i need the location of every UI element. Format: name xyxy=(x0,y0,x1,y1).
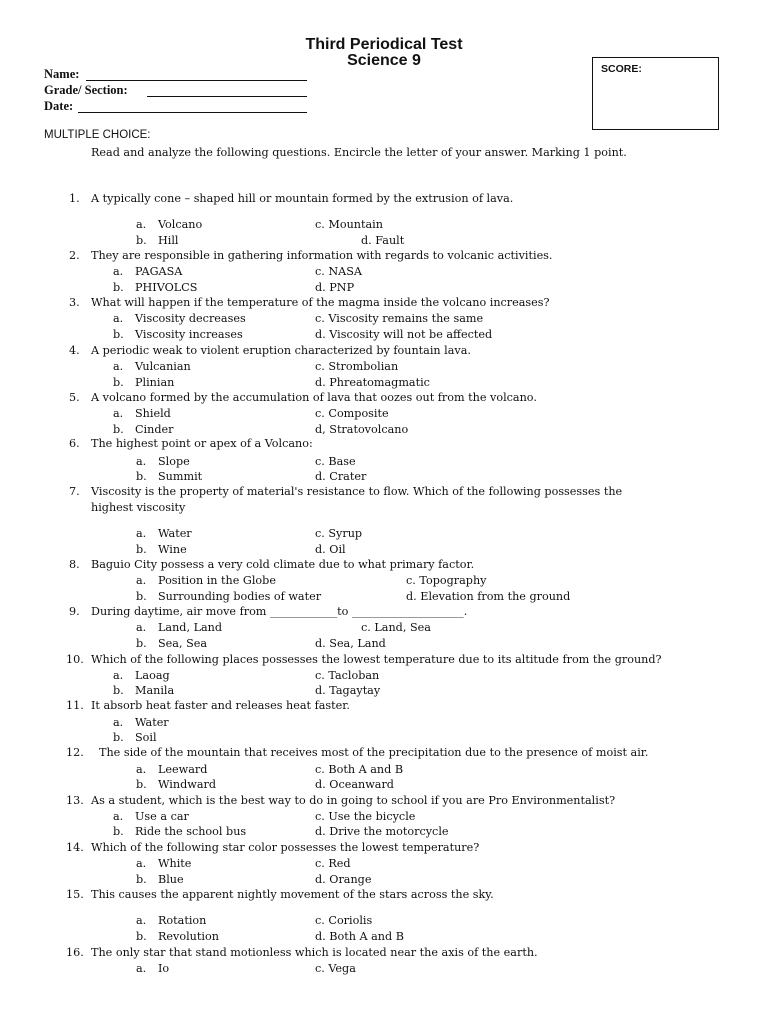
choice-d[interactable]: d. Oil xyxy=(315,543,346,556)
choice-a-letter[interactable]: a. xyxy=(113,265,124,278)
choice-d[interactable]: d. Elevation from the ground xyxy=(406,590,571,603)
choice-a-letter[interactable]: a. xyxy=(113,669,124,682)
choice-b[interactable]: Blue xyxy=(158,873,184,886)
choice-b-letter[interactable]: b. xyxy=(113,684,124,697)
question-text: They are responsible in gathering information with regards to volcanic activities. xyxy=(91,249,553,262)
choice-a-letter[interactable]: a. xyxy=(136,763,147,776)
section-heading: MULTIPLE CHOICE: xyxy=(44,129,151,141)
question-text: Viscosity is the property of material's resistance to flow. Which of the following possesses the xyxy=(91,485,623,498)
choice-a[interactable]: Rotation xyxy=(158,914,207,927)
question-text: A periodic weak to violent eruption characterized by fountain lava. xyxy=(91,344,471,357)
choice-c[interactable]: c. Coriolis xyxy=(315,914,373,927)
choice-a[interactable]: Io xyxy=(158,962,170,975)
choice-b[interactable]: Plinian xyxy=(135,376,175,389)
choice-d[interactable]: d. Tagaytay xyxy=(315,684,381,697)
question-text: Baguio City possess a very cold climate due to what primary factor. xyxy=(91,558,475,571)
choice-a[interactable]: Water xyxy=(158,527,192,540)
choice-b[interactable]: Surrounding bodies of water xyxy=(158,590,322,603)
grade-blank-line[interactable] xyxy=(147,96,307,97)
date-blank-line[interactable] xyxy=(78,112,307,113)
choice-b-letter[interactable]: b. xyxy=(136,590,147,603)
choice-a-letter[interactable]: a. xyxy=(113,407,124,420)
choice-d[interactable]: d. Phreatomagmatic xyxy=(315,376,430,389)
choice-c[interactable]: c. Red xyxy=(315,857,351,870)
choice-b[interactable]: Windward xyxy=(158,778,217,791)
choice-d[interactable]: d. Both A and B xyxy=(315,930,404,943)
choice-c[interactable]: c. Syrup xyxy=(315,527,363,540)
choice-a[interactable]: White xyxy=(158,857,192,870)
question-text: As a student, which is the best way to do in going to school if you are Pro Environmentalist? xyxy=(91,794,616,807)
question-text: The only star that stand motionless which is located near the axis of the earth. xyxy=(91,946,538,959)
choice-a[interactable]: Land, Land xyxy=(158,621,223,634)
choice-b-letter[interactable]: b. xyxy=(136,543,147,556)
choice-a-letter[interactable]: a. xyxy=(113,312,124,325)
choice-b-letter[interactable]: b. xyxy=(113,281,124,294)
instructions: Read and analyze the following questions. Encircle the letter of your answer. Marking 1 point. xyxy=(91,146,627,159)
question-number: 11. xyxy=(66,699,84,712)
choice-b[interactable]: Viscosity increases xyxy=(135,328,243,341)
question-number: 7. xyxy=(69,485,80,498)
question-text: This causes the apparent nightly movement of the stars across the sky. xyxy=(91,888,494,901)
question-number: 4. xyxy=(69,344,80,357)
question-number: 15. xyxy=(66,888,84,901)
choice-a[interactable]: Viscosity decreases xyxy=(135,312,246,325)
question-number: 10. xyxy=(66,653,84,666)
choice-a-letter[interactable]: a. xyxy=(136,914,147,927)
choice-c[interactable]: c. Strombolian xyxy=(315,360,399,373)
choice-c[interactable]: c. Tacloban xyxy=(315,669,380,682)
question-text: During daytime, air move from ____________to ____________________. xyxy=(91,605,468,618)
choice-a[interactable]: Volcano xyxy=(158,218,203,231)
grade-label: Grade/ Section: xyxy=(44,83,128,97)
question-number: 9. xyxy=(69,605,80,618)
test-title: Third Periodical Test xyxy=(305,36,463,53)
choice-c[interactable]: c. Composite xyxy=(315,407,389,420)
choice-b[interactable]: Manila xyxy=(135,684,175,697)
choice-b-letter[interactable]: b. xyxy=(136,930,147,943)
choice-d[interactable]: d, Stratovolcano xyxy=(315,423,409,436)
name-blank-line[interactable] xyxy=(86,80,307,81)
choice-c[interactable]: c. Mountain xyxy=(315,218,383,231)
choice-a-letter[interactable]: a. xyxy=(113,360,124,373)
choice-d[interactable]: d. Crater xyxy=(315,470,367,483)
question-number: 16. xyxy=(66,946,84,959)
choice-a-letter[interactable]: a. xyxy=(136,218,147,231)
question-text: It absorb heat faster and releases heat faster. xyxy=(91,699,350,712)
choice-a-letter[interactable]: a. xyxy=(136,455,147,468)
question-number: 8. xyxy=(69,558,80,571)
choice-a[interactable]: Position in the Globe xyxy=(158,574,276,587)
choice-a-letter[interactable]: a. xyxy=(136,574,147,587)
question-number: 6. xyxy=(69,437,80,450)
question-number: 3. xyxy=(69,296,80,309)
choice-b-letter[interactable]: b. xyxy=(113,825,124,838)
choice-b[interactable]: Cinder xyxy=(135,423,174,436)
question-text-continued: highest viscosity xyxy=(91,501,186,514)
question-number: 13. xyxy=(66,794,84,807)
name-label: Name: xyxy=(44,67,80,81)
choice-b[interactable]: PHIVOLCS xyxy=(135,281,198,294)
question-text: A typically cone – shaped hill or mountain formed by the extrusion of lava. xyxy=(91,192,514,205)
question-text: What will happen if the temperature of the magma inside the volcano increases? xyxy=(91,296,550,309)
choice-d[interactable]: d. Orange xyxy=(315,873,372,886)
choice-c[interactable]: c. Land, Sea xyxy=(361,621,431,634)
choice-c[interactable]: c. Viscosity remains the same xyxy=(315,312,484,325)
choice-c[interactable]: c. Vega xyxy=(315,962,356,975)
choice-a[interactable]: PAGASA xyxy=(135,265,183,278)
question-text: Which of the following places possesses the lowest temperature due to its altitude from the ground? xyxy=(91,653,662,666)
choice-b[interactable]: Hill xyxy=(158,234,179,247)
choice-c[interactable]: c. Base xyxy=(315,455,356,468)
choice-c[interactable]: c. NASA xyxy=(315,265,362,278)
score-label: SCORE: xyxy=(601,63,642,75)
choice-a[interactable]: Laoag xyxy=(135,669,170,682)
question-text: Which of the following star color possesses the lowest temperature? xyxy=(91,841,480,854)
choice-d[interactable]: d. Viscosity will not be affected xyxy=(315,328,493,341)
question-number: 12. xyxy=(66,746,84,759)
choice-a-letter[interactable]: a. xyxy=(113,716,124,729)
choice-b-letter[interactable]: b. xyxy=(136,873,147,886)
choice-a[interactable]: Leeward xyxy=(158,763,208,776)
choice-b[interactable]: Sea, Sea xyxy=(158,637,208,650)
choice-a-letter[interactable]: a. xyxy=(136,857,147,870)
question-text: A volcano formed by the accumulation of lava that oozes out from the volcano. xyxy=(91,391,537,404)
question-number: 1. xyxy=(69,192,80,205)
choice-b-letter[interactable]: b. xyxy=(113,376,124,389)
choice-b[interactable]: Revolution xyxy=(158,930,219,943)
choice-a-letter[interactable]: a. xyxy=(136,527,147,540)
choice-a[interactable]: Vulcanian xyxy=(135,360,191,373)
choice-a[interactable]: Use a car xyxy=(135,810,189,823)
choice-c[interactable]: c. Both A and B xyxy=(315,763,404,776)
choice-d[interactable]: d. Drive the motorcycle xyxy=(315,825,449,838)
choice-c[interactable]: c. Topography xyxy=(406,574,487,587)
choice-b[interactable]: Ride the school bus xyxy=(135,825,247,838)
choice-d[interactable]: d. Sea, Land xyxy=(315,637,386,650)
choice-b-letter[interactable]: b. xyxy=(136,637,147,650)
choice-b[interactable]: Wine xyxy=(158,543,187,556)
choice-b-letter[interactable]: b. xyxy=(113,328,124,341)
choice-b[interactable]: Summit xyxy=(158,470,203,483)
choice-b[interactable]: Soil xyxy=(135,731,157,744)
question-number: 2. xyxy=(69,249,80,262)
question-number: 5. xyxy=(69,391,80,404)
date-label: Date: xyxy=(44,99,74,113)
choice-d[interactable]: d. PNP xyxy=(315,281,355,294)
choice-d[interactable]: d. Fault xyxy=(361,234,405,247)
choice-a[interactable]: Water xyxy=(135,716,169,729)
question-text: The side of the mountain that receives most of the precipitation due to the presence of moist air. xyxy=(99,746,649,759)
choice-a-letter[interactable]: a. xyxy=(136,962,147,975)
question-text: The highest point or apex of a Volcano: xyxy=(91,437,313,450)
choice-b-letter[interactable]: b. xyxy=(136,778,147,791)
choice-b-letter[interactable]: b. xyxy=(136,470,147,483)
choice-c[interactable]: c. Use the bicycle xyxy=(315,810,416,823)
test-subject: Science 9 xyxy=(347,52,421,69)
choice-b-letter[interactable]: b. xyxy=(136,234,147,247)
choice-a[interactable]: Shield xyxy=(135,407,171,420)
choice-b-letter[interactable]: b. xyxy=(113,731,124,744)
question-number: 14. xyxy=(66,841,84,854)
choice-a-letter[interactable]: a. xyxy=(113,810,124,823)
choice-a-letter[interactable]: a. xyxy=(136,621,147,634)
choice-d[interactable]: d. Oceanward xyxy=(315,778,394,791)
choice-a[interactable]: Slope xyxy=(158,455,190,468)
score-box[interactable] xyxy=(592,57,719,130)
choice-b-letter[interactable]: b. xyxy=(113,423,124,436)
